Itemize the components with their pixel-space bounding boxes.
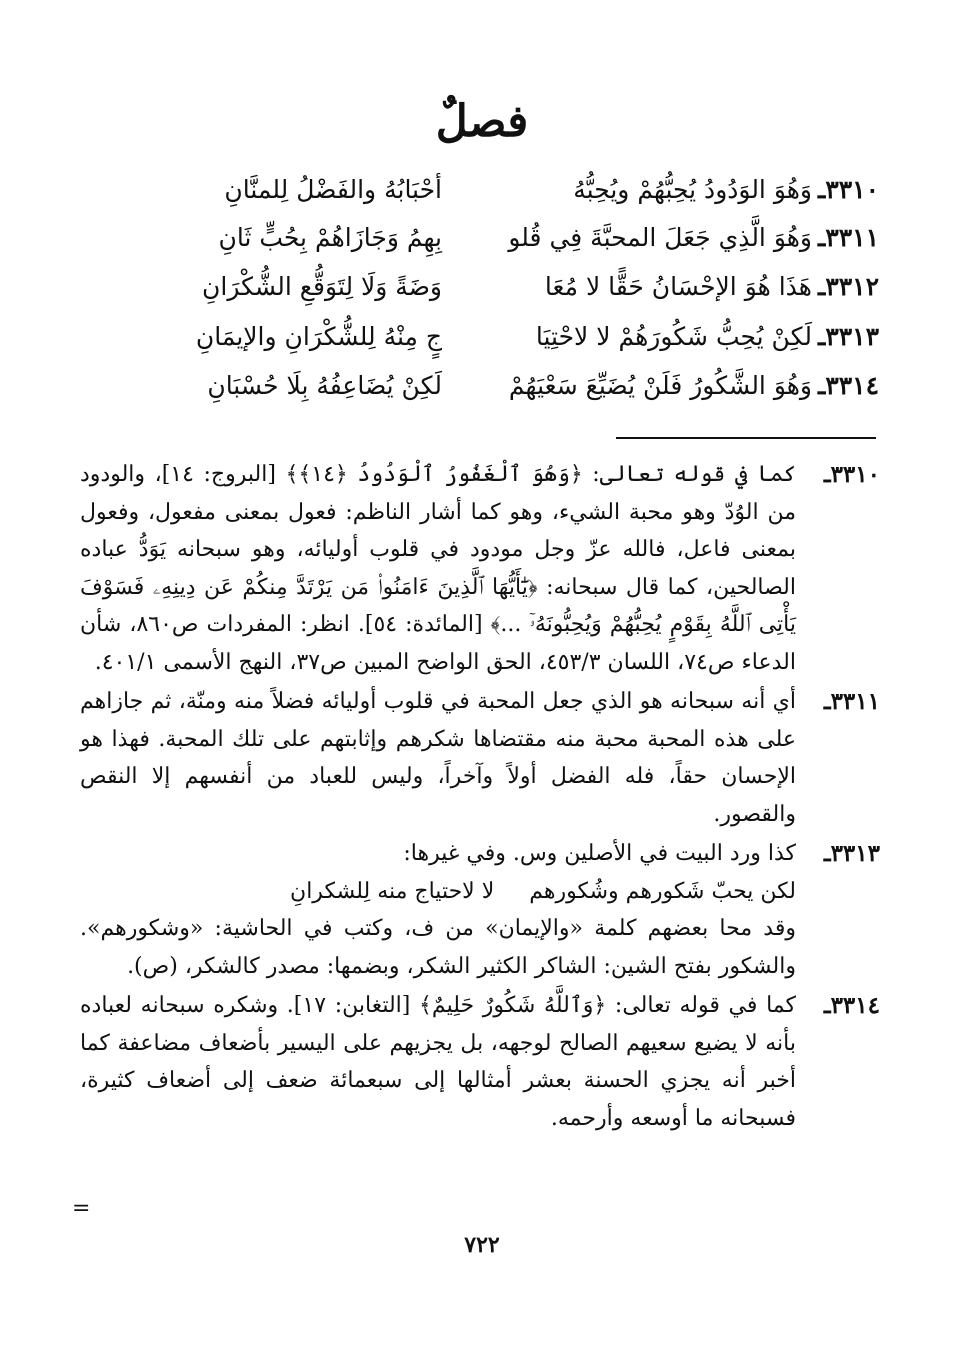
verse-number: ٣٣١٤ـ (818, 370, 880, 400)
verse-line (80, 166, 880, 212)
footnote (80, 987, 880, 1137)
footnote-number: ٣٣١٣ـ (823, 840, 880, 867)
verse-first-hemistich: وَهُوَ الَّذِي جَعَلَ المحبَّةَ فِي قُلو (508, 222, 812, 252)
verse-line (80, 214, 880, 260)
footnote-body (80, 835, 796, 985)
footnote-paragraph: وقد محا بعضهم كلمة «والإيمان» من ف، وكتب في الحاشية: «وشكورهم». والشكور بفتح الشين: الشاكر الكثير الشكر، وبضمها: مصدر كالشكر، (ص). (80, 916, 796, 979)
footnote-body (80, 456, 796, 681)
footnote-verse-variant: لكن يحبّ شَكورهم وشُكورهم لا لاحتياج منه لِلشكرانِ (290, 878, 796, 904)
verse-line (80, 263, 880, 309)
footnote-body (80, 987, 796, 1137)
footnote-paragraph: أي أنه سبحانه هو الذي جعل المحبة في قلوب أوليائه فضلاً منه ومنّة، ثم جازاهم على هذه المحبة محبة منه مقتضاها شكرهم وإثابتهم على تلك المحبة. فهذا هو الإحسان حقاً، فله الفضل أولاً وآخراً، وليس للعباد من أنفسهم إلا النقص والقصور. (80, 689, 796, 827)
verse-line (80, 313, 880, 359)
verse-first-hemistich: وَهُوَ الوَدُودُ يُحِبُّهُمْ ويُحِبُّهُ (573, 174, 812, 204)
verse-number: ٣٣١٢ـ (818, 271, 880, 301)
verse-number: ٣٣١٣ـ (818, 321, 880, 351)
verse-first-hemistich: لَكِنْ يُحِبُّ شَكُورَهُمْ لا لاحْتِيَا (535, 321, 812, 351)
section-title: فصلٌ (435, 96, 529, 147)
verse-first-hemistich: هَذَا هُوَ الإحْسَانُ حَقًّا لا مُعَا (544, 271, 812, 301)
footnote (80, 683, 880, 833)
footnote-body (80, 683, 796, 833)
continuation-mark: = (72, 1196, 91, 1221)
footnote-paragraph: كما في قوله تعالى: ﴿وَٱللَّهُ شَكُورٌ حَلِيمٌ﴾ [التغابن: ١٧]. وشكره سبحانه لعباده بأنه لا يضيع سعيهم الصالح لوجهه، بل يجزيهم على اليسير بأضعاف مضاعفة كما أخبر أنه يجزي الحسنة بعشر أمثالها إلى سبعمائة ضعف إلى أضعاف كثيرة، فسبحانه ما أوسعه وأرحمه. (80, 993, 796, 1131)
verse-second-hemistich: بِهِمُ وَجَازَاهُمْ بِحُبٍّ ثَانِ (218, 222, 442, 252)
verse-line (80, 362, 880, 408)
footnotes (80, 456, 880, 1139)
footnote (80, 456, 880, 681)
verse-second-hemistich: وَضَةً وَلَا لِتَوَقُّعِ الشُّكْرَانِ (202, 271, 442, 301)
footnote-number: ٣٣١٤ـ (823, 992, 880, 1019)
footnote-number: ٣٣١٠ـ (823, 461, 880, 488)
footnote-paragraph: كذا ورد البيت في الأصلين وس. وفي غيرها: (403, 841, 796, 866)
footnote-number: ٣٣١١ـ (823, 688, 880, 715)
verse-first-hemistich: وَهُوَ الشَّكُورُ فَلَنْ يُضَيِّعَ سَعْيَهُمْ (508, 370, 812, 400)
page-number: ٧٢٢ (464, 1232, 500, 1258)
verse-second-hemistich: أحْبَابُهُ والفَضْلُ لِلمنَّانِ (224, 174, 442, 204)
verse-second-hemistich: جٍ مِنْهُ لِلشُّكْرَانِ والإيمَانِ (195, 321, 442, 351)
verse-number: ٣٣١٠ـ (818, 174, 880, 204)
footnote (80, 835, 880, 985)
verse-second-hemistich: لَكِنْ يُضَاعِفُهُ بِلَا حُسْبَانِ (207, 370, 442, 400)
footnote-separator (616, 437, 876, 439)
footnote-paragraph: كما في قوله تعالى: ﴿وَهُوَ ٱلْغَفُورُ ٱلْوَدُودُ ﴿١٤﴾﴾ [البروج: ١٤]، والودود من الوُدّ وهو محبة الشيء، وهو كما أشار الناظم: فعول بمعنى مفعول، وفعول بمعنى فاعل، فالله عزّ وجل مودود في قلوب أوليائه، وهو سبحانه يَوَدُّ عباده الصالحين، كما قال سبحانه: ﴿يَٰٓأَيُّهَا ٱلَّذِينَ ءَامَنُوا۟ مَن يَرْتَدَّ مِنكُمْ عَن دِينِهِۦ فَسَوْفَ يَأْتِى ٱللَّهُ بِقَوْمٍ يُحِبُّهُمْ وَيُحِبُّونَهُۥٓ ...﴾ [المائدة: ٥٤]. انظر: المفردات ص٨٦٠، شأن الدعاء ص٧٤، اللسان ٤٥٣/٣، الحق الواضح المبين ص٣٧، النهج الأسمى ٤٠١/١. (80, 462, 796, 675)
verse-number: ٣٣١١ـ (818, 222, 880, 252)
